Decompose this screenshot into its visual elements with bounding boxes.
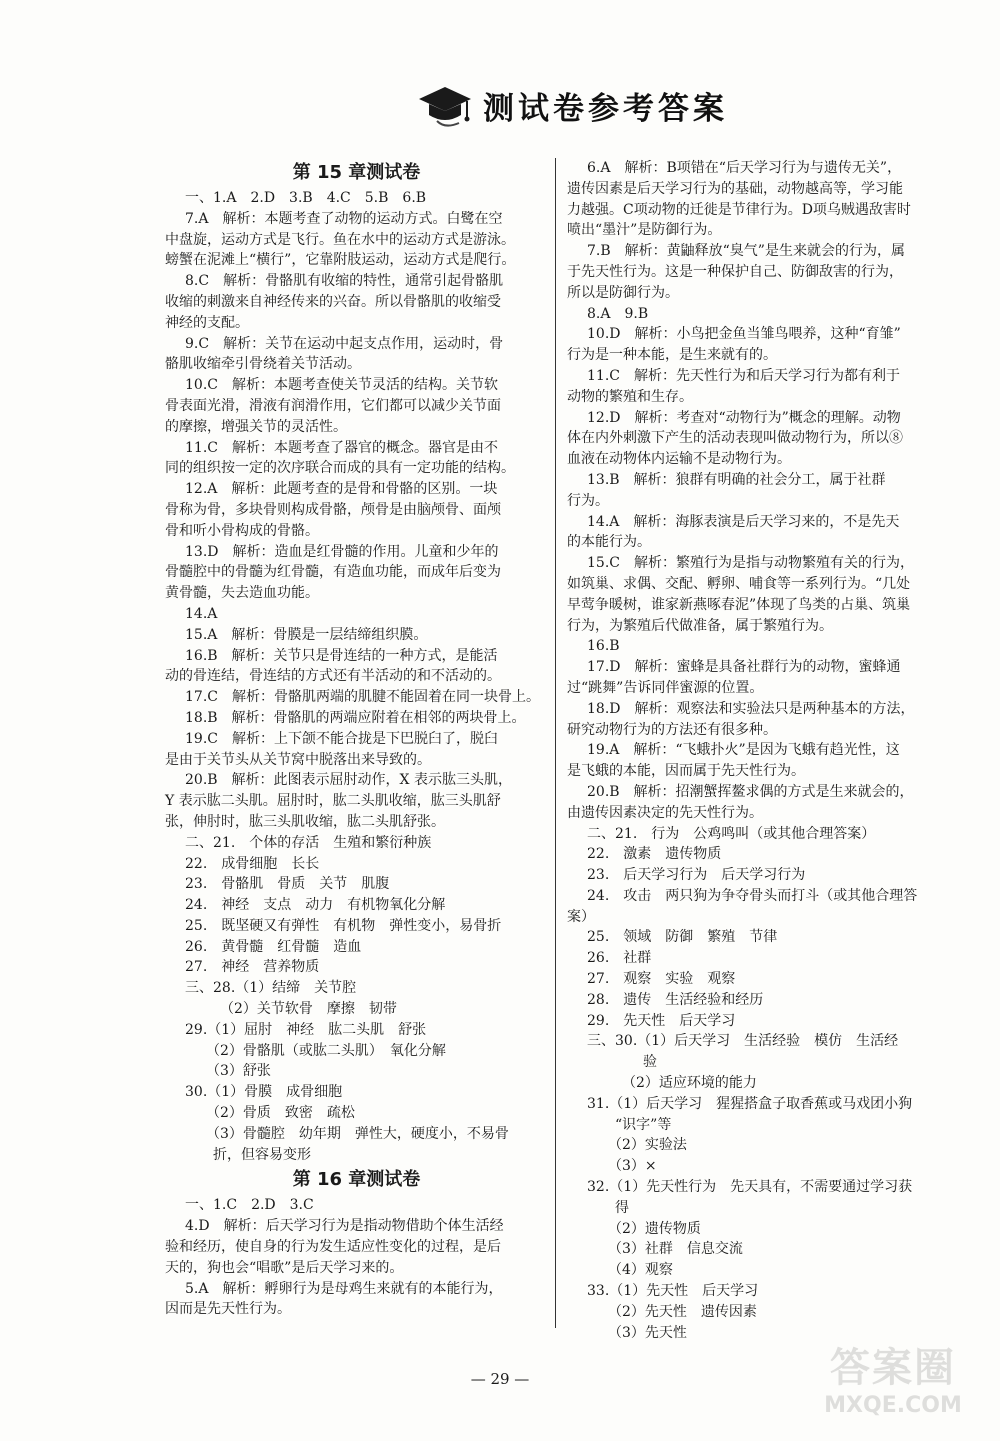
answer-line: 骼肌收缩牵引骨绕着关节活动。 — [165, 356, 361, 373]
answer-line: “识字”等 — [601, 1116, 672, 1133]
answer-line: 32.（1）先天性行为 先天具有，不需要通过学习获 — [587, 1179, 913, 1196]
answer-line: 三、28.（1）结缔 关节腔 — [185, 980, 357, 997]
watermark-logo — [808, 1336, 978, 1426]
answer-line: （3）舒张 — [199, 1063, 271, 1080]
answer-line: 8.A 9.B — [587, 305, 649, 322]
answer-line: 18.D 解析：观察法和实验法只是两种基本的方法， — [587, 700, 915, 717]
page-title: 测试卷参考答案 — [483, 91, 728, 127]
answer-line: 收缩的刺激来自神经传来的兴奋。所以骨骼肌的收缩受 — [165, 293, 501, 310]
answer-line: 张，伸肘时，肱三头肌收缩，肱二头肌舒张。 — [165, 813, 445, 830]
answer-line: （2）骨骼肌（或肱二头肌） 氧化分解 — [199, 1042, 446, 1059]
answer-line: 骨髓腔中的骨髓为红骨髓，有造血功能，而成年后变为 — [165, 564, 501, 581]
answer-line: 神经的支配。 — [165, 314, 249, 331]
answer-line: 骨表面光滑，滑液有润滑作用，它们都可以减少关节面 — [165, 397, 501, 414]
answer-line: 中盘旋，运动方式是飞行。鱼在水中的运动方式是游泳。 — [165, 231, 515, 248]
column-divider — [555, 158, 556, 1328]
answer-line: 研究动物行为的方法还有很多种。 — [567, 721, 777, 738]
answer-line: 7.A 解析：本题考查了动物的运动方式。白鹭在空 — [185, 210, 503, 227]
answer-line: 25. 领域 防御 繁殖 节律 — [587, 929, 778, 946]
answer-line: 29. 先天性 后天学习 — [587, 1012, 736, 1029]
answer-line: 31.（1）后天学习 猩猩搭盒子取香蕉或马戏团小狗 — [587, 1095, 913, 1112]
answer-line: 如筑巢、求偶、交配、孵卵、哺食等一系列行为。“几处 — [567, 575, 911, 592]
answer-line: 7.B 解析：黄鼬释放“臭气”是生来就会的行为，属 — [587, 243, 905, 260]
answer-line: 三、30.（1）后天学习 生活经验 模仿 生活经 — [587, 1033, 899, 1050]
answer-line: 23. 后天学习行为 后天学习行为 — [587, 867, 806, 884]
answer-line: 黄骨髓，失去造血功能。 — [165, 585, 319, 602]
answer-line: 二、21. 个体的存活 生殖和繁衍种族 — [185, 834, 432, 851]
answer-line: 过“跳舞”告诉同伴蜜源的位置。 — [567, 679, 764, 696]
answer-line: 螃蟹在泥滩上“横行”，它靠附肢运动，运动方式是爬行。 — [165, 252, 516, 269]
answer-line: （2）先天性 遗传因素 — [601, 1303, 757, 1320]
answer-line: （4）观察 — [601, 1262, 673, 1279]
answer-line: 行为是一种本能，是生来就有的。 — [567, 347, 777, 364]
answer-line: 是飞蛾的本能，因而属于先天性行为。 — [567, 763, 805, 780]
answer-line: 17.D 解析：蜜蜂是具备社群行为的动物，蜜蜂通 — [587, 659, 901, 676]
answer-line: 33.（1）先天性 后天学习 — [587, 1283, 759, 1300]
answer-line: 得 — [601, 1199, 629, 1216]
answer-line: 26. 黄骨髓 红骨髓 造血 — [185, 938, 362, 955]
answer-line: 17.C 解析：骨骼肌两端的肌腱不能固着在同一块骨上。 — [185, 689, 540, 706]
answer-line: 二、21. 行为 公鸡鸣叫（或其他合理答案） — [587, 825, 876, 842]
answer-line: 的本能行为。 — [567, 534, 651, 551]
answer-line: 26. 社群 — [587, 950, 652, 967]
right-column — [567, 158, 972, 1343]
answer-line: 19.A 解析：“飞蛾扑火”是因为飞蛾有趋光性，这 — [587, 742, 900, 759]
answer-line: 23. 骨骼肌 骨质 关节 肌腹 — [185, 876, 390, 893]
answer-line: 12.D 解析：考查对“动物行为”概念的理解。动物 — [587, 409, 901, 426]
watermark-text: 答案圈 — [830, 1345, 956, 1391]
answer-line: 案） — [567, 908, 595, 925]
answer-line: 22. 激素 遗传物质 — [587, 846, 722, 863]
answer-line: 18.B 解析：骨骼肌的两端应附着在相邻的两块骨上。 — [185, 709, 526, 726]
answer-line: 所以是防御行为。 — [567, 284, 679, 301]
chapter-heading: 第 15 章测试卷 — [292, 162, 421, 183]
answer-line: 15.A 解析：骨膜是一层结缔组织膜。 — [185, 626, 428, 643]
answer-line: 13.B 解析：狼群有明确的社会分工，属于社群 — [587, 471, 886, 488]
answer-line: 喷出“墨汁”是防御行为。 — [567, 222, 722, 239]
answer-line: 动的骨连结，骨连结的方式还有半活动的和不活动的。 — [165, 668, 501, 685]
answer-line: 由遗传因素决定的先天性行为。 — [567, 804, 763, 821]
answer-line: 28. 遗传 生活经验和经历 — [587, 991, 764, 1008]
answer-line: 30.（1）骨膜 成骨细胞 — [185, 1084, 343, 1101]
answer-line: 行为，为繁殖后代做准备，属于繁殖行为。 — [567, 617, 833, 634]
page-header — [415, 78, 728, 133]
answer-line: 力越强。C项动物的迁徙是节律行为。D项乌贼遇敌害时 — [567, 201, 911, 218]
page-number: — 29 — — [470, 1370, 530, 1388]
answer-line: 11.C 解析：先天性行为和后天学习行为都有利于 — [587, 367, 900, 384]
answer-line: 骨称为骨，多块骨则构成骨骼，颅骨是由脑颅骨、面颅 — [165, 501, 501, 518]
answer-line: 5.A 解析：孵卵行为是母鸡生来就有的本能行为， — [185, 1280, 503, 1297]
left-column — [165, 158, 548, 1320]
answer-line: 20.B 解析：此图表示屈肘动作，X 表示肱三头肌， — [185, 772, 512, 789]
answer-line: 15.C 解析：繁殖行为是指与动物繁殖有关的行为， — [587, 555, 914, 572]
answer-line: 天的，狗也会“唱歌”是后天学习来的。 — [165, 1259, 404, 1276]
answer-line: 11.C 解析：本题考查了器官的概念。器官是由不 — [185, 439, 498, 456]
answer-line: 16.B 解析：关节只是骨连结的一种方式，是能活 — [185, 647, 498, 664]
answer-line: （2）实验法 — [601, 1137, 687, 1154]
answer-line: 27. 神经 营养物质 — [185, 959, 320, 976]
answer-line: 12.A 解析：此题考查的是骨和骨骼的区别。一块 — [185, 481, 498, 498]
answer-line: 早莺争暖树，谁家新燕啄春泥”体现了鸟类的占巢、筑巢 — [567, 596, 911, 613]
answer-line: 血液在动物体内运输不是动物行为。 — [567, 451, 791, 468]
answer-line: 验 — [601, 1054, 657, 1071]
answer-line: （3）社群 信息交流 — [601, 1241, 743, 1258]
watermark-url: MXQE.COM — [824, 1393, 962, 1418]
answer-line: 行为。 — [567, 492, 609, 509]
answer-line: 9.C 解析：关节在运动中起支点作用，运动时，骨 — [185, 335, 504, 352]
answer-line: 骨和听小骨构成的骨骼。 — [165, 522, 319, 539]
answer-line: （2）骨质 致密 疏松 — [199, 1105, 355, 1122]
answer-line: 的摩擦，增强关节的灵活性。 — [165, 418, 347, 435]
answer-line: 24. 攻击 两只狗为争夺骨头而打斗（或其他合理答 — [587, 887, 918, 904]
answer-line: 16.B — [587, 638, 620, 655]
answer-line: 13.D 解析：造血是红骨髓的作用。儿童和少年的 — [185, 543, 499, 560]
answer-line: 8.C 解析：骨骼肌有收缩的特性，通常引起骨骼肌 — [185, 273, 504, 290]
answer-line: （2）适应环境的能力 — [601, 1075, 757, 1092]
answer-line: （2）关节软骨 摩擦 韧带 — [199, 1001, 397, 1018]
answer-line: 同的组织按一定的次序联合而成的具有一定功能的结构。 — [165, 460, 515, 477]
answer-line: Y 表示肱二头肌。屈肘时，肱二头肌收缩，肱三头肌舒 — [165, 793, 501, 810]
answer-line: 27. 观察 实验 观察 — [587, 971, 736, 988]
answer-line: （3）骨髓腔 幼年期 弹性大，硬度小，不易骨 — [199, 1125, 509, 1142]
answer-line: 于先天性行为。这是一种保护自己、防御敌害的行为， — [567, 263, 903, 280]
answer-line: （3）先天性 — [601, 1324, 687, 1341]
answer-line: 4.D 解析：后天学习行为是指动物借助个体生活经 — [185, 1218, 504, 1235]
answer-line: 10.C 解析：本题考查使关节灵活的结构。关节软 — [185, 377, 498, 394]
answer-line: 一、1.C 2.D 3.C — [185, 1197, 314, 1214]
answer-line: 25. 既坚硬又有弹性 有机物 弹性变小，易骨折 — [185, 917, 502, 934]
chapter-heading: 第 16 章测试卷 — [292, 1169, 421, 1191]
answer-line: 验和经历，使自身的行为发生适应性变化的过程，是后 — [165, 1239, 501, 1256]
answer-line: （3）× — [601, 1158, 657, 1175]
answer-line: 遗传因素是后天学习行为的基础，动物越高等，学习能 — [567, 180, 903, 197]
answer-line: 动物的繁殖和生存。 — [567, 388, 693, 405]
answer-line: 折，但容易变形 — [199, 1146, 311, 1163]
answer-line: 14.A 解析：海豚表演是后天学习来的，不是先天 — [587, 513, 900, 530]
answer-line: 10.D 解析：小鸟把金鱼当雏鸟喂养，这种“育雏” — [587, 326, 901, 343]
answer-line: 20.B 解析：招潮蟹挥鳌求偶的方式是生来就会的， — [587, 783, 914, 800]
answer-line: 因而是先天性行为。 — [165, 1301, 291, 1318]
answer-line: 19.C 解析：上下颌不能合拢是下巴脱臼了，脱臼 — [185, 730, 498, 747]
answer-line: 是由于关节头从关节窝中脱落出来导致的。 — [165, 751, 431, 768]
answer-line: 体在内外刺激下产生的活动表现叫做动物行为，所以⑧ — [567, 430, 903, 447]
graduation-cap-icon — [415, 81, 475, 131]
answer-line: 6.A 解析：B项错在“后天学习行为与遗传无关”， — [587, 160, 902, 176]
answer-line: 24. 神经 支点 动力 有机物氧化分解 — [185, 897, 446, 914]
answer-line: 22. 成骨细胞 长长 — [185, 855, 320, 872]
answer-line: 14.A — [185, 605, 218, 622]
answer-line: （2）遗传物质 — [601, 1220, 701, 1237]
answer-line: 一、1.A 2.D 3.B 4.C 5.B 6.B — [185, 190, 427, 206]
answer-line: 29.（1）屈肘 神经 肱二头肌 舒张 — [185, 1021, 427, 1038]
